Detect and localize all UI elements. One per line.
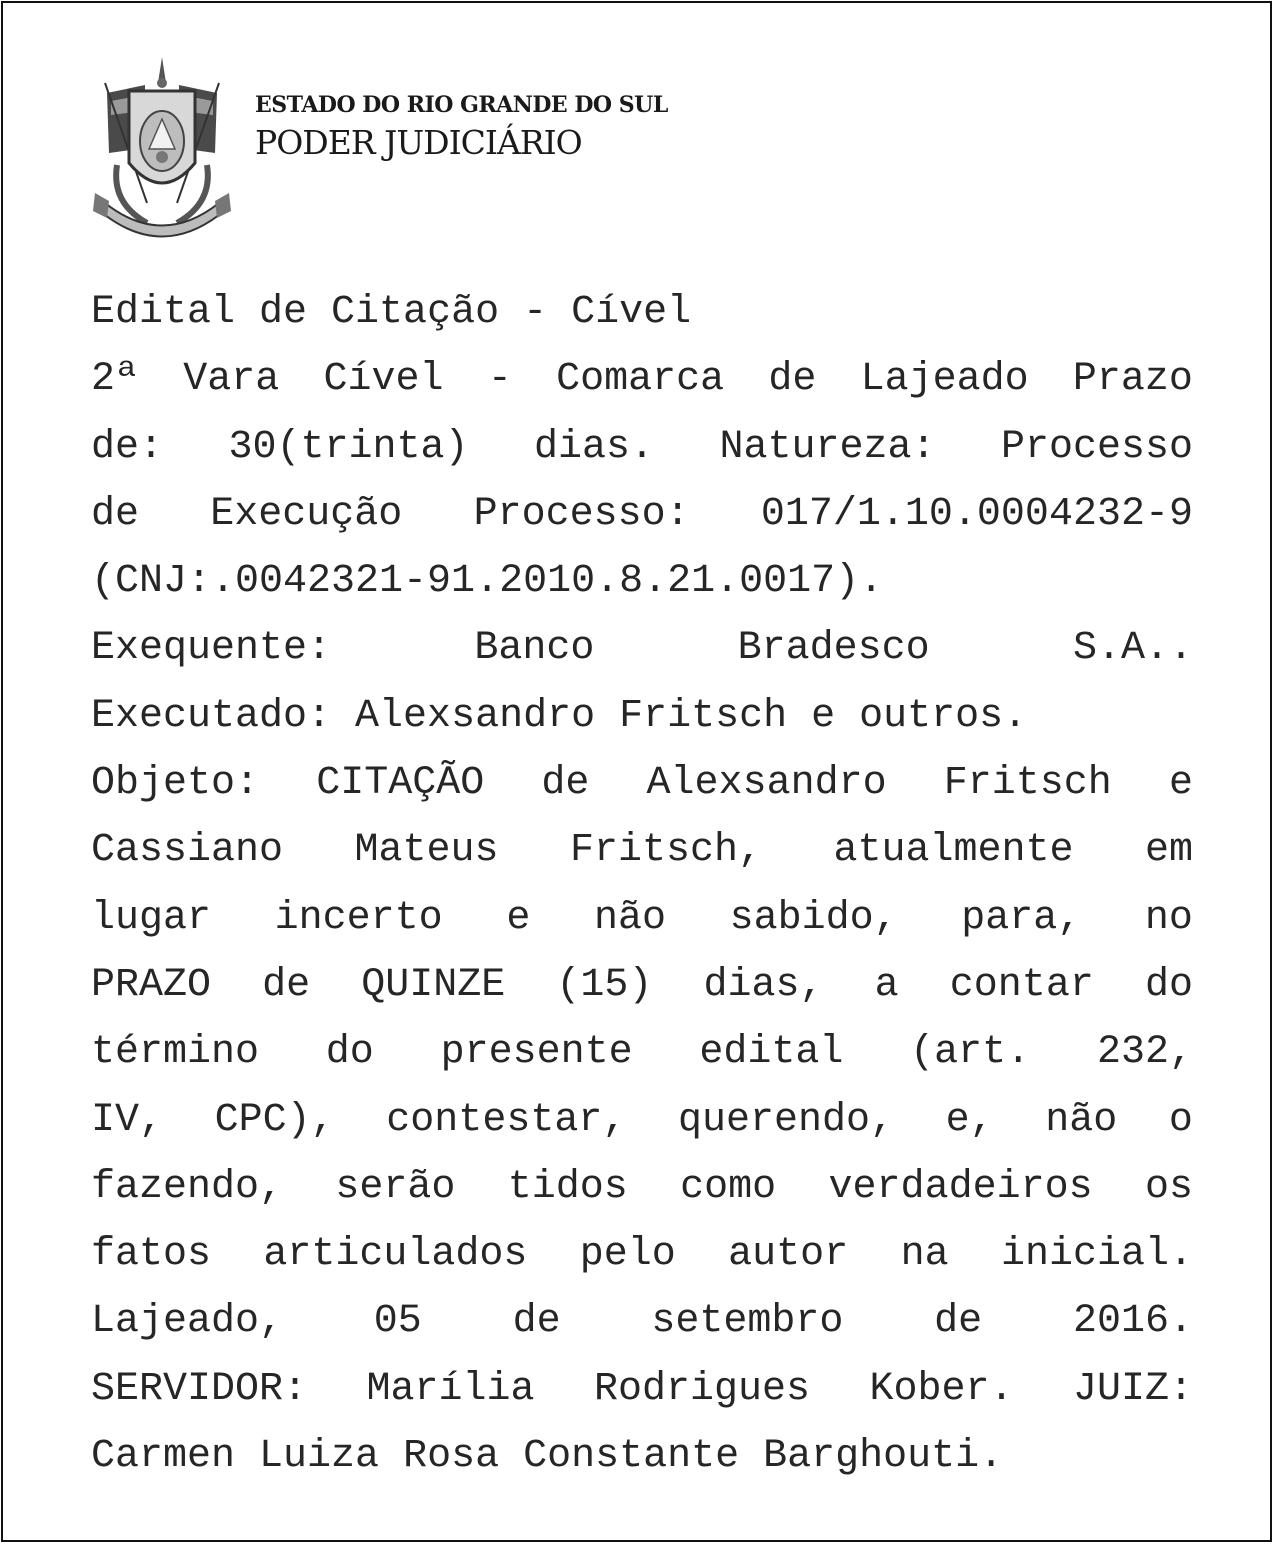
notice-word: fatos — [91, 1232, 212, 1278]
notice-line — [91, 683, 1193, 750]
state-name: ESTADO DO RIO GRANDE DO SUL — [255, 92, 668, 118]
notice-frame — [1, 1, 1272, 1542]
notice-word: e — [1168, 761, 1193, 807]
notice-word: e, — [945, 1097, 994, 1143]
notice-line — [91, 885, 1193, 952]
notice-word: Barghouti. — [763, 1434, 1004, 1480]
notice-word: de — [262, 962, 311, 1008]
notice-word: para, — [961, 895, 1082, 941]
notice-word: IV, — [91, 1097, 164, 1143]
notice-line — [91, 1221, 1193, 1288]
citation-notice-text — [91, 279, 1193, 1490]
notice-word: do — [325, 1030, 374, 1076]
notice-line — [91, 346, 1193, 413]
notice-word: Natureza: — [719, 424, 936, 470]
notice-word: querendo, — [677, 1097, 895, 1143]
notice-word: Lajeado — [860, 357, 1029, 403]
notice-word: CPC), — [214, 1097, 335, 1143]
notice-line — [91, 1019, 1193, 1086]
notice-word: Executado: — [91, 693, 332, 739]
notice-word: 2016. — [1072, 1299, 1193, 1345]
notice-word: Fritsch — [619, 693, 788, 739]
notice-word: QUINZE — [361, 962, 506, 1008]
notice-word: Exequente: — [91, 626, 332, 672]
notice-word: Processo — [1000, 424, 1193, 470]
notice-word: outros. — [859, 693, 1028, 739]
notice-word: de — [91, 491, 140, 537]
notice-word: Execução — [210, 491, 403, 537]
notice-word: Lajeado, — [91, 1299, 284, 1345]
notice-word: Citação — [331, 290, 500, 335]
notice-word: verdadeiros — [828, 1164, 1093, 1210]
notice-word: Prazo — [1072, 357, 1193, 403]
notice-line — [91, 750, 1193, 817]
notice-word: Cassiano — [91, 828, 284, 874]
notice-word: Luiza — [259, 1434, 380, 1480]
notice-word: 30(trinta) — [228, 424, 469, 470]
notice-word: SERVIDOR: — [91, 1366, 308, 1412]
notice-word: os — [1144, 1164, 1193, 1210]
notice-word: Comarca — [556, 357, 725, 403]
notice-word: CITAÇÃO — [316, 761, 485, 807]
notice-word: de — [541, 761, 590, 807]
notice-line — [91, 615, 1193, 682]
notice-word: Vara — [183, 357, 280, 403]
notice-word: Bradesco — [737, 626, 930, 672]
notice-word: Mateus — [354, 828, 499, 874]
notice-word: de — [768, 357, 817, 403]
notice-line — [91, 1356, 1193, 1423]
notice-word: do — [1144, 962, 1193, 1008]
notice-word: presente — [440, 1030, 633, 1076]
notice-word: Fritsch — [943, 761, 1112, 807]
notice-word: na — [900, 1232, 949, 1278]
notice-word: em — [1144, 828, 1193, 874]
notice-word: tidos — [507, 1164, 628, 1210]
notice-word: articulados — [263, 1232, 528, 1278]
notice-word: contestar, — [386, 1097, 627, 1143]
notice-word: dias, — [703, 962, 824, 1008]
notice-word: Processo: — [473, 491, 690, 537]
coat-of-arms-icon — [87, 53, 237, 243]
notice-word: não — [1045, 1097, 1118, 1143]
notice-word: Carmen — [91, 1434, 236, 1480]
notice-line — [91, 817, 1193, 884]
notice-line — [91, 952, 1193, 1019]
notice-word: término — [91, 1030, 260, 1076]
notice-word: e — [506, 895, 531, 941]
notice-word: Kober. — [869, 1366, 1014, 1412]
notice-word: - — [487, 357, 512, 403]
notice-word: 2ª — [91, 357, 140, 403]
notice-word: (15) — [556, 962, 653, 1008]
notice-word: de — [512, 1299, 561, 1345]
notice-word: Objeto: — [91, 761, 260, 807]
notice-word: e — [811, 693, 836, 739]
notice-word: no — [1144, 895, 1193, 941]
notice-word: setembro — [651, 1299, 844, 1345]
notice-line — [91, 1087, 1193, 1154]
notice-word: pelo — [579, 1232, 676, 1278]
notice-word: JUIZ: — [1072, 1366, 1193, 1412]
notice-word: 05 — [373, 1299, 422, 1345]
notice-word: (art. — [910, 1030, 1031, 1076]
notice-word: contar — [949, 962, 1094, 1008]
notice-word: 017/1.10.0004232-9 — [760, 491, 1193, 537]
notice-word: de — [934, 1299, 983, 1345]
judiciary-branch: PODER JUDICIÁRIO — [255, 123, 582, 162]
notice-word: Edital — [91, 290, 236, 335]
notice-line — [91, 1423, 1193, 1490]
notice-word: sabido, — [729, 895, 898, 941]
notice-word: Fritsch, — [569, 828, 762, 874]
notice-word: 232, — [1096, 1030, 1193, 1076]
notice-word: a — [874, 962, 899, 1008]
notice-word: de: — [91, 424, 164, 470]
notice-word: Banco — [474, 626, 595, 672]
notice-word: autor — [728, 1232, 849, 1278]
notice-word: Marília — [366, 1366, 535, 1412]
notice-word: Alexsandro — [646, 761, 887, 807]
notice-word: Rosa — [403, 1434, 500, 1480]
notice-word: Constante — [523, 1434, 740, 1480]
notice-word: o — [1168, 1097, 1193, 1143]
notice-word: de — [259, 290, 308, 335]
notice-word: S.A.. — [1072, 626, 1193, 672]
notice-line — [91, 1154, 1193, 1221]
notice-line — [91, 548, 1193, 615]
notice-word: não — [593, 895, 666, 941]
notice-word: lugar — [91, 895, 212, 941]
notice-word: Cível — [323, 357, 444, 403]
notice-word: Cível — [571, 290, 692, 335]
notice-word: serão — [335, 1164, 456, 1210]
notice-word: - — [523, 290, 548, 335]
notice-word: inicial. — [1000, 1232, 1193, 1278]
notice-word: (CNJ:.0042321-91.2010.8.21.0017). — [91, 559, 884, 605]
issuer-block — [255, 91, 668, 163]
notice-word: incerto — [274, 895, 443, 941]
notice-line — [91, 1288, 1193, 1355]
notice-word: PRAZO — [91, 962, 212, 1008]
notice-word: dias. — [533, 424, 654, 470]
notice-word: atualmente — [833, 828, 1074, 874]
notice-word: fazendo, — [91, 1164, 284, 1210]
notice-word: Alexsandro — [355, 693, 596, 739]
notice-line — [91, 279, 1193, 346]
notice-word: Rodrigues — [593, 1366, 811, 1412]
notice-word: como — [680, 1164, 777, 1210]
notice-word: edital — [699, 1030, 844, 1076]
notice-line — [91, 414, 1193, 481]
notice-line — [91, 481, 1193, 548]
